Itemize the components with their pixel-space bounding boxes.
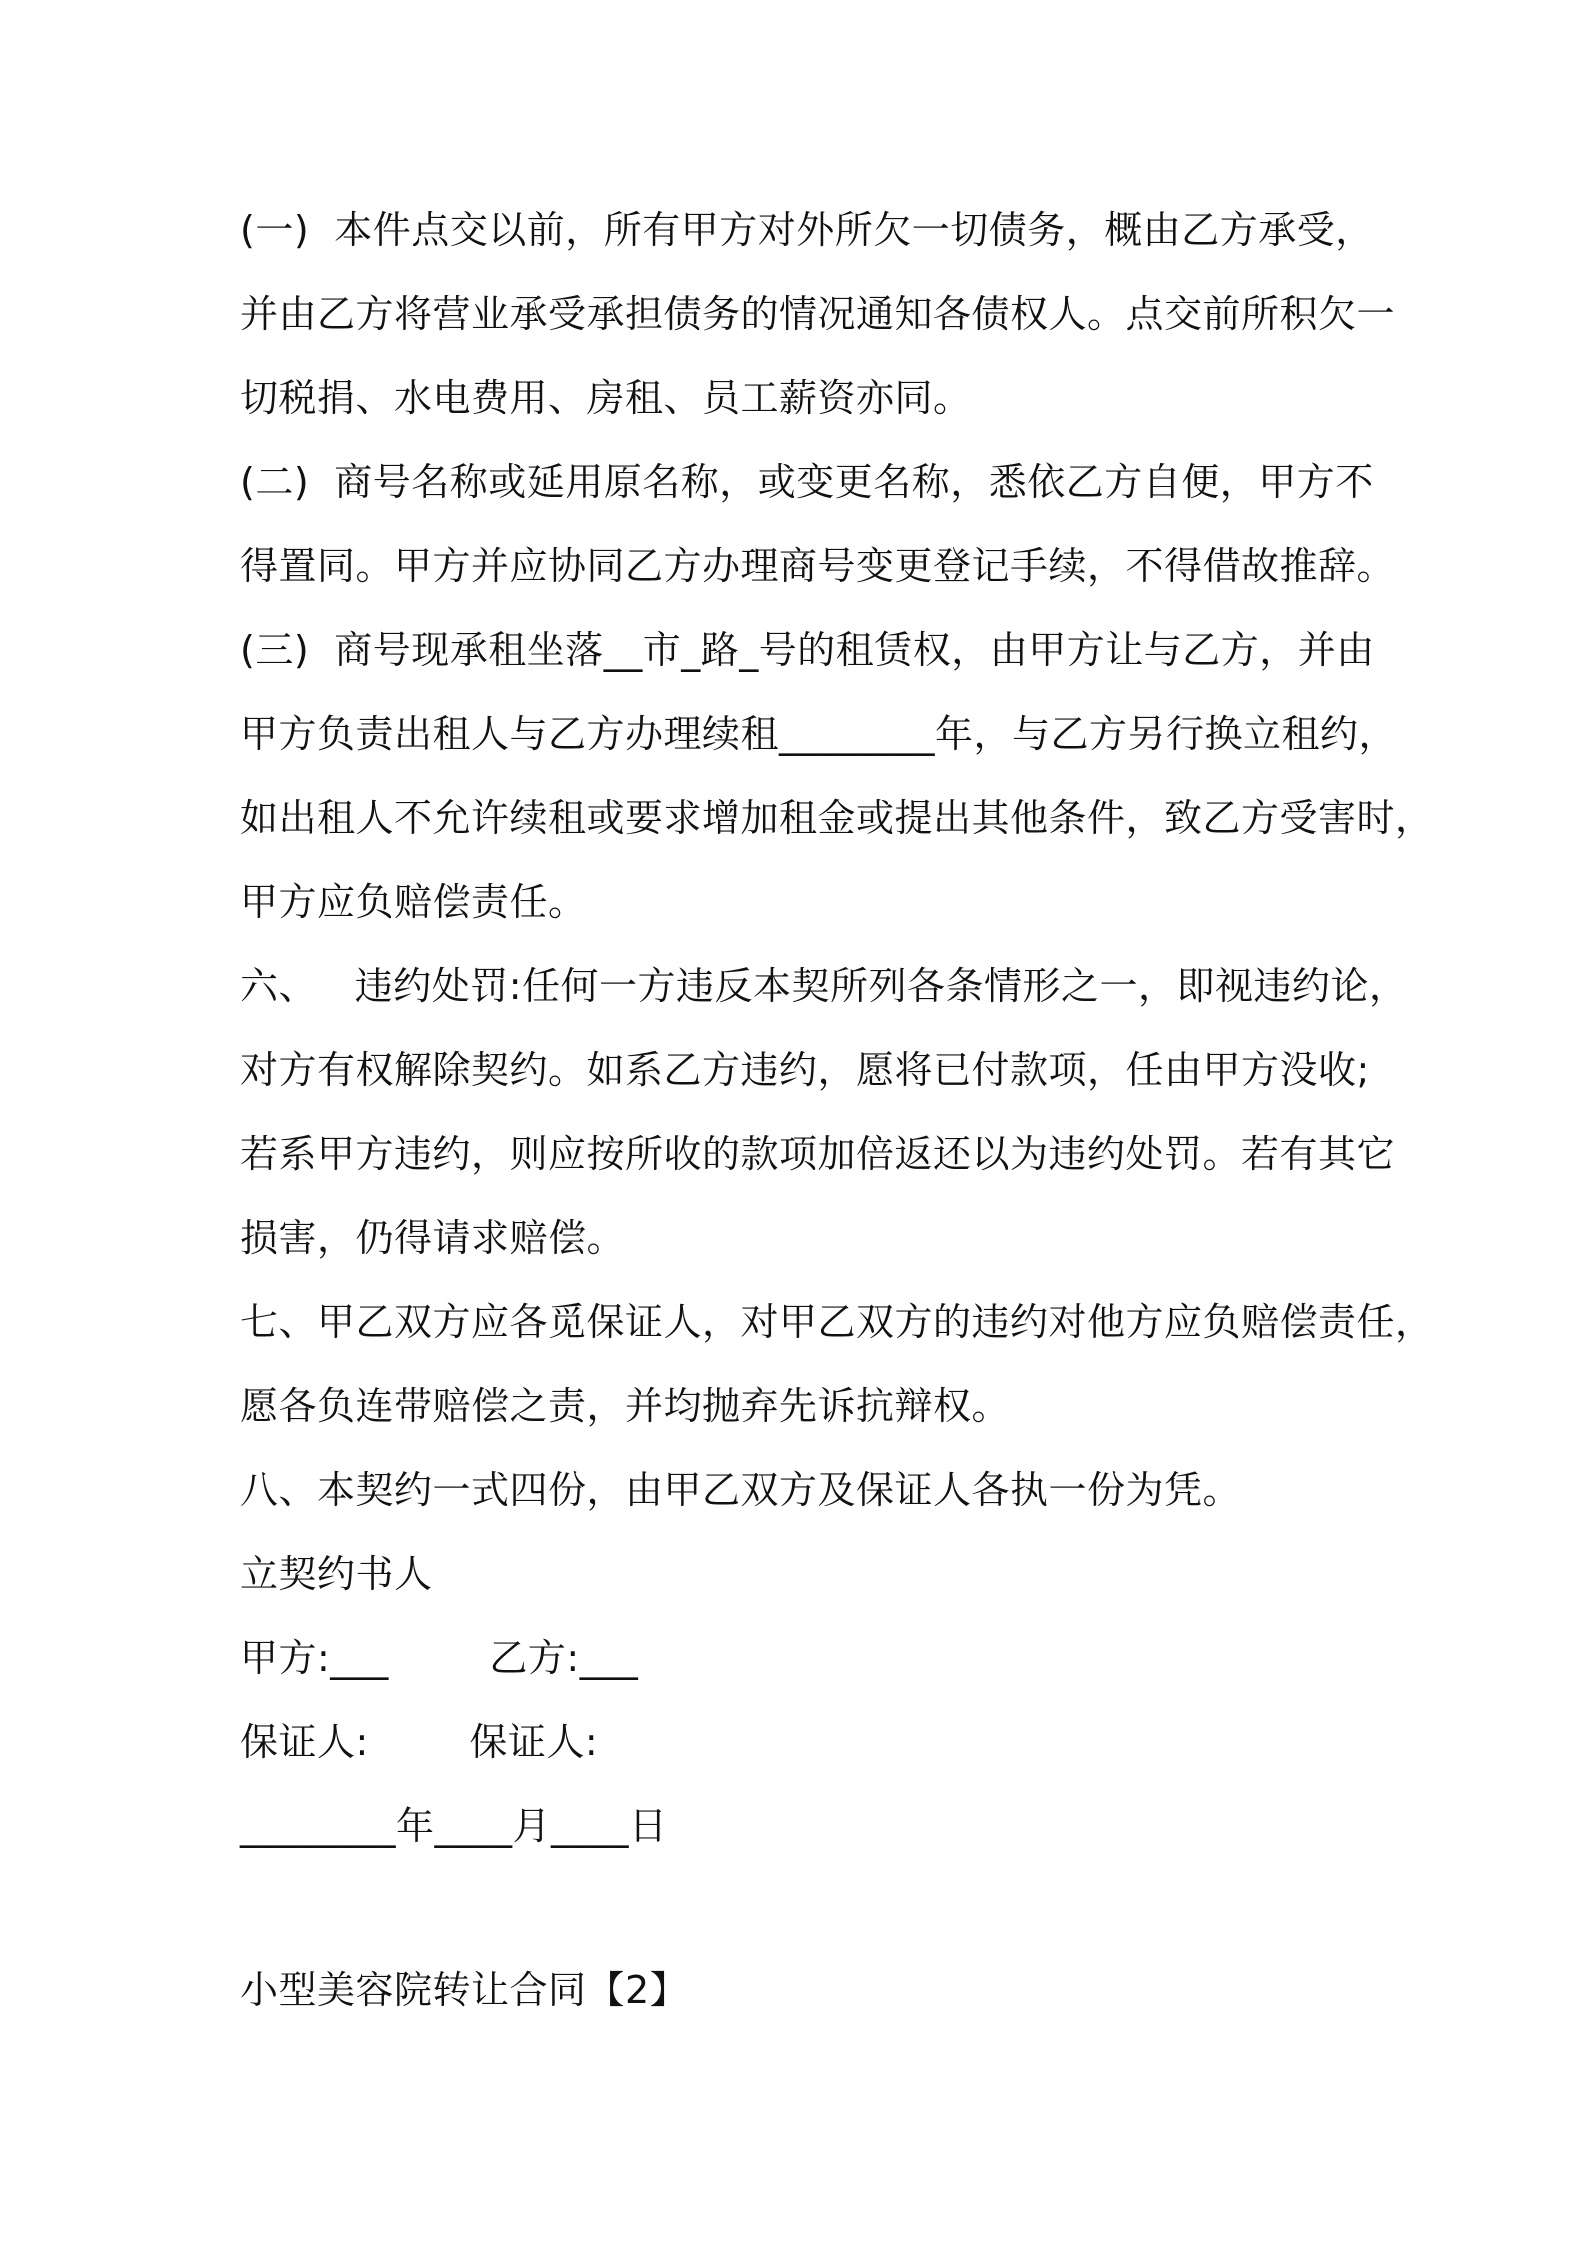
- clause-lease-line-2: 甲方负责出租人与乙方办理续租________年，与乙方另行换立租约，: [240, 712, 1398, 756]
- clause-guarantor-line-1: 七、甲乙双方应各觅保证人，对甲乙双方的违约对他方应负赔偿责任，: [240, 1300, 1434, 1344]
- clause-name-line-2: 得置同。甲方并应协同乙方办理商号变更登记手续，不得借故推辞。: [240, 544, 1396, 588]
- clause-penalty-line-2: 对方有权解除契约。如系乙方违约，愿将已付款项，任由甲方没收;: [240, 1048, 1370, 1092]
- clause-guarantor-line-2: 愿各负连带赔偿之责，并均抛弃先诉抗辩权。: [240, 1384, 1011, 1428]
- clause-penalty-line-4: 损害，仍得请求赔偿。: [240, 1216, 626, 1260]
- clause-penalty-line-1: 六、 违约处罚:任何一方违反本契所列各条情形之一，即视违约论，: [240, 964, 1408, 1008]
- party-signature-line: 甲方:___ 乙方:___: [240, 1636, 639, 1680]
- section-title: 小型美容院转让合同【2】: [240, 1968, 689, 2012]
- clause-debt-line-3: 切税捐、水电费用、房租、员工薪资亦同。: [240, 376, 972, 420]
- clause-copies-line: 八、本契约一式四份，由甲乙双方及保证人各执一份为凭。: [240, 1468, 1242, 1512]
- clause-debt-line-2: 并由乙方将营业承受承担债务的情况通知各债权人。点交前所积欠一: [240, 292, 1396, 336]
- clause-lease-line-3: 如出租人不允许续租或要求增加租金或提出其他条件，致乙方受害时，: [240, 796, 1434, 840]
- signatories-heading: 立契约书人: [240, 1552, 433, 1596]
- date-line: ________年____月____日: [240, 1804, 668, 1848]
- clause-debt-line-1: (一) 本件点交以前，所有甲方对外所欠一切债务，概由乙方承受，: [240, 208, 1374, 252]
- clause-lease-line-1: (三) 商号现承租坐落__市_路_号的租赁权，由甲方让与乙方，并由: [240, 628, 1375, 672]
- clause-penalty-line-3: 若系甲方违约，则应按所收的款项加倍返还以为违约处罚。若有其它: [240, 1132, 1396, 1176]
- clause-name-line-1: (二) 商号名称或延用原名称，或变更名称，悉依乙方自便，甲方不: [240, 460, 1374, 504]
- guarantor-signature-line: 保证人: 保证人:: [240, 1720, 599, 1764]
- clause-lease-line-4: 甲方应负赔偿责任。: [240, 880, 587, 924]
